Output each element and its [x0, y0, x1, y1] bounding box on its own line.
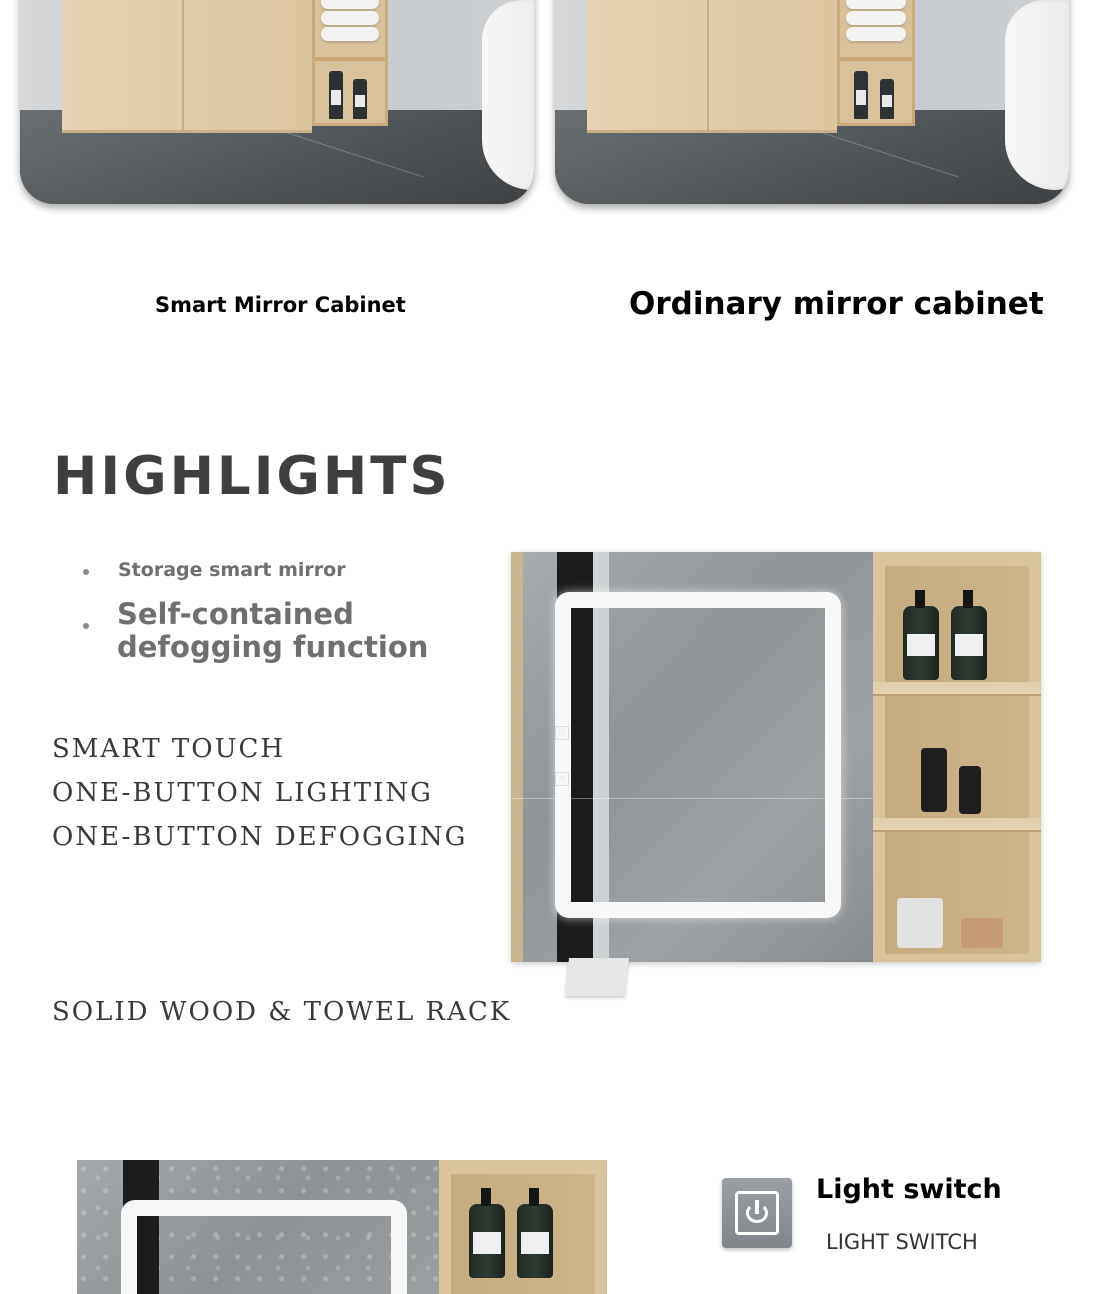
- led-frame: [555, 592, 841, 918]
- highlights-title: HIGHLIGHTS: [53, 446, 451, 507]
- ordinary-cabinet-caption: Ordinary mirror cabinet: [629, 286, 1044, 322]
- ordinary-cabinet-photo: [555, 0, 1069, 204]
- light-switch-subtitle: LIGHT SWITCH: [826, 1230, 978, 1254]
- bullet-defogging-function: defogging function: [117, 630, 429, 664]
- mirror-door: [511, 552, 873, 962]
- feature-smart-touch: SMART TOUCH: [52, 734, 286, 764]
- feature-one-button-lighting: ONE-BUTTON LIGHTING: [52, 778, 433, 808]
- defog-touch-icon: ≋: [555, 772, 569, 786]
- smart-cabinet-photo: [20, 0, 534, 204]
- bullet-self-contained: Self-contained: [117, 597, 354, 631]
- bullet-storage-smart-mirror: Storage smart mirror: [118, 559, 346, 581]
- power-touch-icon: [722, 1178, 792, 1248]
- bullet-dot: [83, 569, 89, 575]
- light-switch-title: Light switch: [816, 1174, 1002, 1205]
- feature-solid-wood-towel-rack: SOLID WOOD & TOWEL RACK: [52, 997, 512, 1027]
- product-illustration: [511, 552, 1041, 962]
- smart-cabinet-caption: Smart Mirror Cabinet: [155, 293, 406, 317]
- power-touch-icon: ⏻: [555, 726, 569, 740]
- open-shelf: [873, 552, 1041, 962]
- defog-illustration: [77, 1160, 607, 1294]
- towel-illustration: [565, 958, 629, 996]
- bullet-dot: [83, 623, 89, 629]
- feature-one-button-defogging: ONE-BUTTON DEFOGGING: [52, 822, 468, 852]
